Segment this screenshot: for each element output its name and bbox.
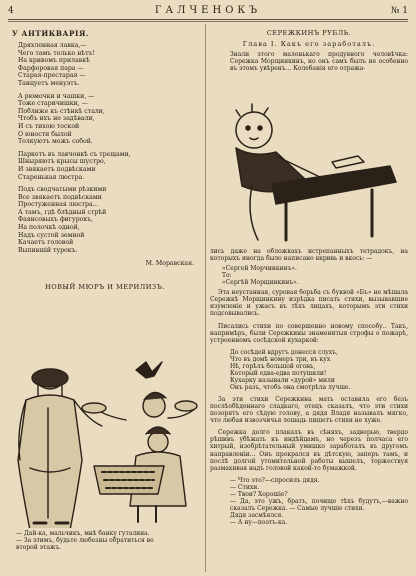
dialog-line: — Стихи. (230, 483, 260, 491)
header-rule (8, 19, 408, 20)
dialog-line: — А ну—поэтъ-ка. (230, 518, 288, 526)
story-subtitle: Глава I. Какъ его заработалъ. (242, 40, 376, 48)
poem-line: Поближе къ стѣнкѣ стали, (18, 107, 105, 115)
story-paragraph: лись даже на обложкахъ истрепанныхъ тетрадокъ, на которыхъ иногда было написано вкривь и вкось: — (210, 248, 408, 263)
poem-line: Тоже старичишки, — (18, 100, 88, 108)
cartoon-illustration (8, 348, 198, 528)
poem-title: У АНТИКВАРІЯ. (12, 29, 89, 38)
poem-line: На полочкѣ одной, (18, 224, 80, 232)
poem-line: Выпившій турокъ. (18, 246, 78, 254)
story-paragraph: За эти стихи Сережкина мать оставила его безъ послѣобѣденнаго сладкаго, отецъ сказалъ, что эти стихи позорятъ его сѣдую голову, а дядя Владя называлъ мягко, что любая извозчичья лошадь пишетъ стихи не хуже. (210, 395, 408, 425)
column-divider (205, 24, 206, 572)
story-paragraph: Писались стихи по совершенно новому способу.. Такъ, напримѣръ, были Сережкины знаменитыя строфы о пожарѣ, устроенномъ сосѣдской кухаркой: (210, 322, 408, 344)
story-title: СЕРЕЖКИНЪ РУБЛЬ. (266, 29, 352, 37)
verse-line: Онъ разъ, чтобъ она смотрѣла лучше. (230, 383, 351, 391)
verse-line: Что въ домѣ номеръ три, въ кух (230, 355, 331, 363)
poem-line: А тамъ, гдѣ блѣдный стрѣй (18, 208, 107, 216)
story-paragraph: Сережка долго плакалъ въ сѣняхъ, задверью, твердо рѣшивъ убѣжать къ индѣйцамъ, но черезъ полчаса его хитрый, изобрѣтательный умишко заработалъ въ другомъ направленіи... Онъ прокрался въ дѣтскую, заперъ тамъ, и послѣ долгой утомительной работы вышелъ, торжествуя размахивая надъ головой какой-то бумажкой. (210, 429, 408, 472)
poem-line: Простуженная люстра... (18, 201, 99, 209)
poem-author: М. Моравская. (145, 260, 194, 268)
poem-line: И звякаетъ подвѣсками (18, 165, 96, 173)
poem-line: Качаетъ головой (18, 239, 74, 247)
story-name-line: То: (222, 272, 232, 280)
cartoon-title: НОВЫЙ МЮРЪ И МЕРИЛИЗЪ. (44, 283, 166, 292)
verse-line: Который едва-едва потушили! (230, 369, 327, 377)
dialog-line: Дядя засмѣялся. (230, 511, 284, 519)
verse-line: Нѣ, горѣлъ большой огонь, (230, 362, 316, 370)
poem-line: Дряхленная лавка,— (18, 42, 87, 49)
right-column (210, 26, 408, 72)
poem-stanza (8, 42, 202, 88)
dialog-line: — Твои? Хорошіе? (230, 490, 288, 498)
poem-line: Чтобъ ихъ не задѣвали, (18, 115, 95, 123)
masthead-title: ГАЛЧЕНОКЪ (154, 5, 262, 16)
caption-line: — За этимъ, будьте любезны обратиться во (16, 537, 154, 544)
poem-line: Старая-престарая — (18, 72, 86, 80)
poem-line: Все звякаетъ подвѣсками (18, 193, 102, 201)
poem-line: На кривомъ прилавкѣ (18, 57, 90, 65)
poem-line: Фаянсовыхъ фигурокъ, (18, 216, 94, 224)
dialog-line: — Что это?—спросилъ дядя. (230, 476, 320, 484)
story-verse (210, 349, 408, 391)
issue-number: № 1 (390, 6, 408, 16)
poem-line: Толкуютъ межъ собой. (18, 138, 93, 146)
caption-line: — Дай-ка, мальчикъ, мнѣ банку гуталина. (16, 530, 150, 537)
poem-line: Чего тамъ только нѣтъ! (18, 49, 95, 57)
story-name-line: «Сергей Морчинкинъ». (222, 265, 297, 273)
poem-line: И съ тихою тоской (18, 122, 80, 130)
poem-line: Паркетъ въ лавчонкѣ съ трещами, (18, 150, 131, 158)
left-column (8, 26, 202, 294)
story-name-line: «Сергѣй Морщинкинъ». (222, 279, 299, 287)
story-body (210, 248, 408, 526)
story-intro: Знали этого маленькаго продувного человѣчка: Сережка Морщинкинъ, но онъ самъ былъ не особенно въ этомъ увѣренъ... Колебанія его отража- (230, 51, 408, 73)
verse-line: До сосѣдей вдругъ донесся слухъ, (230, 348, 338, 356)
poem-line: Шныряютъ крысы шустро, (18, 158, 106, 166)
story-illustration (212, 100, 402, 245)
bird-shape (136, 362, 162, 378)
poem-line: Фарфоровая пара — (18, 64, 84, 72)
poem-body (8, 42, 202, 267)
poem-stanza (8, 186, 202, 254)
verse-line: Кухарку называли «дурой» мили (230, 376, 335, 384)
story-paragraph: Эта неустанная, суровая борьба съ буквой «Бъ» не мѣшала Сережкѣ Морщинкину изрѣдка писать стихи, вызывавшие изумленіе и ужасъ въ тѣхъ лицахъ, которымъ эти стихи подсовывались. (210, 289, 408, 318)
poem-line: А рюмочки и чашки, — (18, 92, 95, 100)
poem-line: Надъ сустой земной (18, 231, 85, 239)
poem-stanza (8, 151, 202, 181)
header-rule-thin (8, 21, 408, 22)
dialog-line: — Да, это ужъ, братъ, почище тѣхъ будутъ,—важно сказалъ Сережка. — Самые лучшіе стихи. (230, 497, 408, 512)
poem-line: Старенькая люстра. (18, 173, 85, 181)
poem-line: Подъ сводчатыми рѣзкими (18, 186, 107, 194)
caption-line: второй этажъ. (16, 544, 62, 551)
poem-line: О юности былой (18, 130, 72, 138)
poem-line: Танцуетъ менуэтъ. (18, 79, 80, 87)
cartoon-caption (16, 530, 196, 551)
page-number: 4 (8, 6, 14, 16)
poem-stanza (8, 93, 202, 146)
